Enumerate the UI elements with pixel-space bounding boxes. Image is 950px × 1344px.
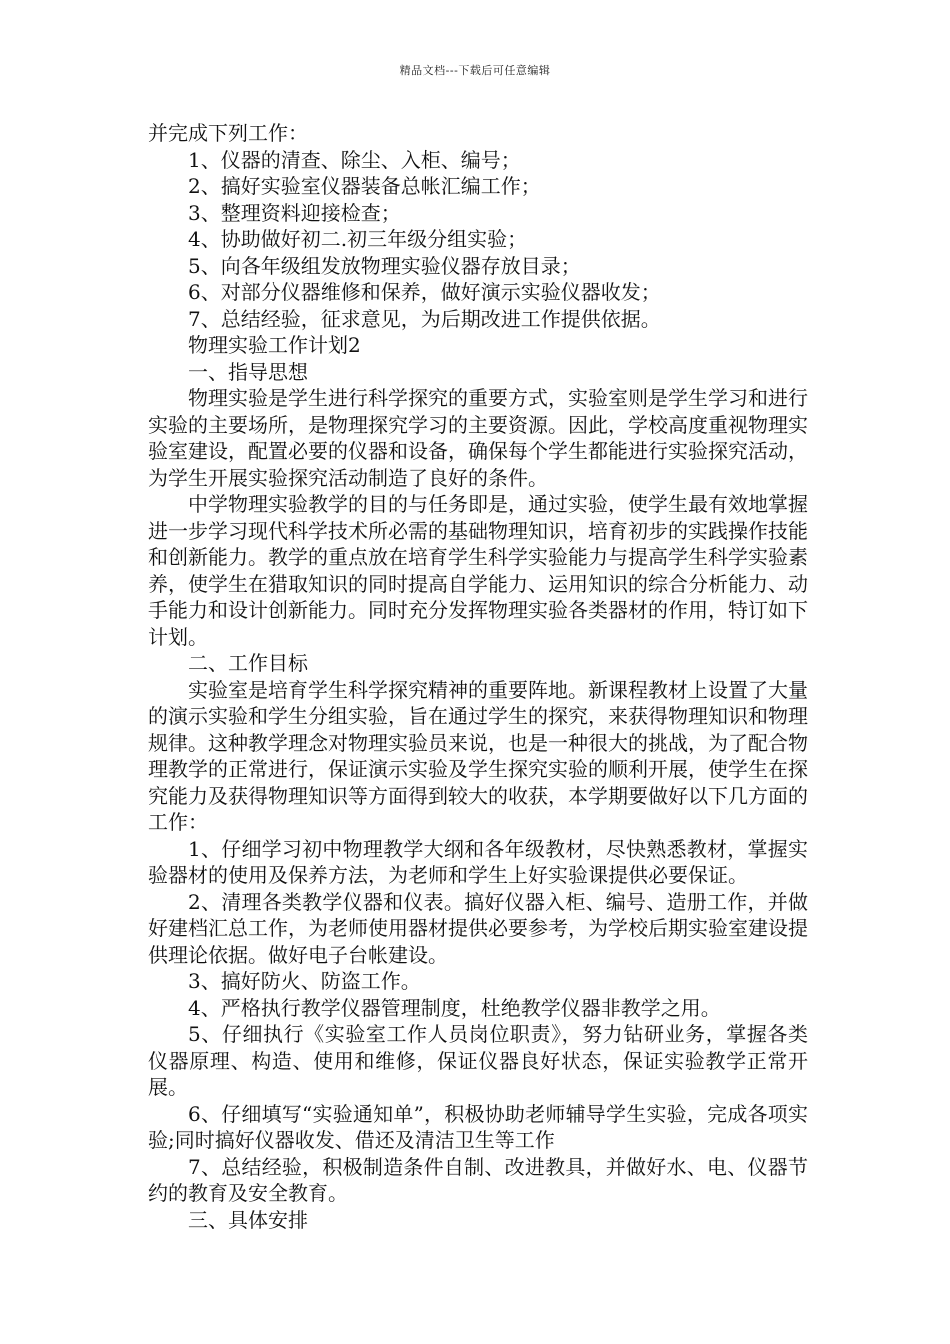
section-title: 物理实验工作计划2 (188, 333, 361, 357)
paragraph: 中学物理实验教学的目的与任务即是，通过实验，使学生最有效地掌握进一步学习现代科学技术所必需的基础物理知识，培育初步的实践操作技能和创新能力。教学的重点放在培育学生科学实验能力与提高学生科学实验素养，使学生在猎取知识的同时提高自学能力、运用知识的综合分析能力、动手能力和设计创新能力。同时充分发挥物理实验各类器材的作用，特订如下计划。 (148, 492, 808, 649)
list-item: 6、对部分仪器维修和保养，做好演示实验仪器收发； (188, 280, 661, 304)
list-item: 3、整理资料迎接检查； (188, 200, 401, 225)
list-item: 1、仔细学习初中物理教学大纲和各年级教材，尽快熟悉教材，掌握实验器材的使用及保养方法，为老师和学生上好实验课提供必要保证。 (148, 836, 808, 887)
section-heading: 一、指导思想 (188, 359, 308, 384)
list-item: 7、总结经验，征求意见，为后期改进工作提供依据。 (188, 306, 661, 331)
list-item: 7、总结经验，积极制造条件自制、改进教具，并做好水、电、仪器节约的教育及安全教育。 (148, 1154, 808, 1205)
list-item: 5、向各年级组发放物理实验仪器存放目录； (188, 253, 581, 278)
list-item: 4、协助做好初二.初三年级分组实验； (188, 227, 528, 251)
list-item: 3、搞好防火、防盗工作。 (188, 969, 421, 993)
document-body (148, 120, 808, 1233)
list-item: 5、仔细执行《实验室工作人员岗位职责》，努力钻研业务，掌握各类仪器原理、构造、使用和维修，保证仪器良好状态，保证实验教学正常开展。 (148, 1022, 808, 1099)
list-item: 6、仔细填写“实验通知单”，积极协助老师辅导学生实验，完成各项实验;同时搞好仪器收发、借还及清洁卫生等工作 (148, 1101, 808, 1152)
page-header: 精品文档---下载后可任意编辑 (399, 64, 551, 77)
paragraph: 并完成下列工作： (148, 121, 308, 145)
section-heading: 二、工作目标 (188, 651, 308, 675)
section-heading: 三、具体安排 (188, 1207, 308, 1232)
paragraph: 实验室是培育学生科学探究精神的重要阵地。新课程教材上设置了大量的演示实验和学生分组实验，旨在通过学生的探究，来获得物理知识和物理规律。这种教学理念对物理实验员来说，也是一种很大的挑战，为了配合物理教学的正常进行，保证演示实验及学生探究实验的顺利开展，使学生在探究能力及获得物理知识等方面得到较大的收获，本学期要做好以下几方面的工作： (148, 677, 808, 834)
list-item: 2、搞好实验室仪器装备总帐汇编工作； (188, 174, 541, 198)
list-item: 1、仪器的清查、除尘、入柜、编号； (188, 147, 521, 172)
list-item: 4、严格执行教学仪器管理制度，杜绝教学仪器非教学之用。 (188, 995, 721, 1020)
paragraph: 物理实验是学生进行科学探究的重要方式，实验室则是学生学习和进行实验的主要场所，是物理探究学习的主要资源。因此，学校高度重视物理实验室建设，配置必要的仪器和设备，确保每个学生都能进行实验探究活动，为学生开展实验探究活动制造了良好的条件。 (148, 386, 808, 490)
list-item: 2、清理各类教学仪器和仪表。搞好仪器入柜、编号、造册工作，并做好建档汇总工作，为老师使用器材提供必要参考，为学校后期实验室建设提供理论依据。做好电子台帐建设。 (148, 889, 808, 967)
